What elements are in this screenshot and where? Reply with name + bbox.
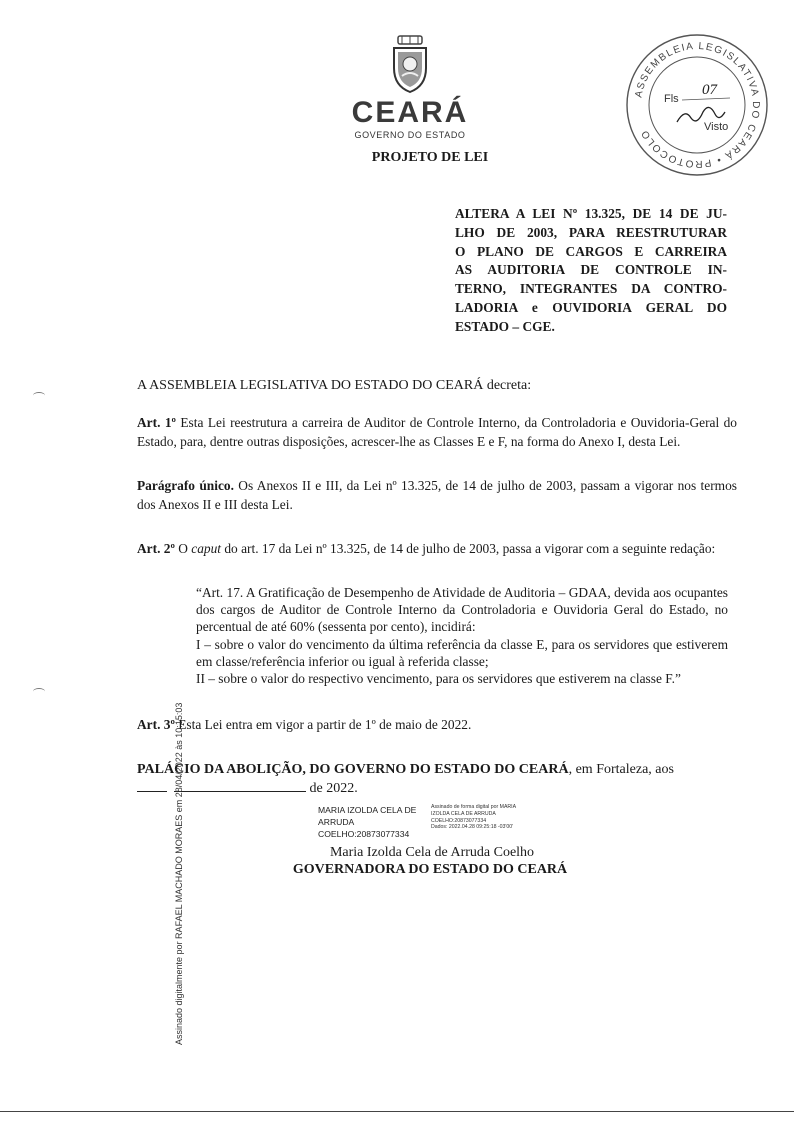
digital-signature-details — [431, 804, 551, 831]
ementa-line: LADORIA e OUVIDORIA GERAL DO — [455, 299, 727, 315]
quote-paragraph: “Art. 17. A Gratificação de Desempenho de Atividade de Auditoria – GDAA, devida aos ocupantes dos cargos de Auditor de Controle Interno da Controladoria e Ouvidoria Geral do Estado, no percentual de até 60% (sessenta por cento), incidirá: — [196, 585, 728, 635]
sole-paragraph-label: Parágrafo único. — [137, 478, 234, 493]
logo-name: CEARÁ — [351, 96, 469, 129]
article-2-text: do art. 17 da Lei nº 13.325, de 14 de julho de 2003, passa a vigorar com a seguinte redação: — [221, 541, 716, 556]
article-3 — [137, 716, 737, 735]
signature-detail-line: Assinado de forma digital por MARIA — [431, 804, 517, 810]
digital-signature-name — [318, 804, 428, 840]
enactment-clause — [137, 378, 737, 394]
ementa-line: AS AUDITORIA DE CONTROLE IN- — [455, 262, 727, 278]
handwritten-signature — [677, 107, 725, 122]
signature-line: ARRUDA — [318, 817, 355, 827]
ementa-line: O PLANO DE CARGOS E CARREIRA — [455, 243, 727, 259]
margin-mark — [33, 688, 45, 695]
signature-detail-line: COELHO:20873077334 — [431, 817, 487, 824]
ementa-line: TERNO, INTEGRANTES DA CONTRO- — [455, 281, 727, 297]
quoted-article-17 — [196, 584, 728, 687]
logo-subtitle: GOVERNO DO ESTADO — [354, 130, 466, 140]
protocol-stamp — [622, 30, 772, 180]
enactment-clause-rest: decreta: — [483, 378, 532, 393]
enactment-clause-bold: A ASSEMBLEIA LEGISLATIVA DO ESTADO DO CEARÁ — [137, 378, 484, 393]
quote-item-i: I – sobre o valor do vencimento da última referência da classe E, para os servidores que estiverem em classe/referência inferior ou igual à referida classe; — [196, 636, 728, 669]
signer-name: Maria Izolda Cela de Arruda Coelho — [329, 845, 535, 860]
month-blank — [174, 779, 306, 792]
article-2-pre: O — [174, 541, 192, 556]
stamp-page-number: 07 — [702, 82, 717, 98]
document-type: PROJETO DE LEI — [371, 150, 489, 165]
quote-item-ii: II – sobre o valor do respectivo vencimento, para os servidores que estiverem na classe F.” — [196, 671, 681, 687]
sole-paragraph — [137, 477, 737, 514]
bottom-rule — [0, 1111, 794, 1112]
stamp-seal-icon — [622, 30, 772, 180]
closing-clause-bold: PALÁCIO DA ABOLIÇÃO, DO GOVERNO DO ESTADO DO CEARÁ — [137, 762, 569, 777]
ementa-line: ESTADO – CGE. — [455, 318, 555, 334]
stamp-visto-label: Visto — [704, 121, 729, 133]
article-2-label: Art. 2º — [137, 541, 175, 556]
article-3-text: Esta Lei entra em vigor a partir de 1º de maio de 2022. — [174, 717, 472, 732]
signature-line: COELHO:20873077334 — [318, 829, 410, 839]
signature-detail-line: IZOLDA CELA DE ARRUDA — [431, 810, 496, 817]
article-1-text: Esta Lei reestrutura a carreira de Auditor de Controle Interno, da Controladoria e Ouvidoria-Geral do Estado, para, dentre outras disposições, acrescer-lhe as Classes E e F, na forma do Anexo I, desta Lei. — [137, 415, 737, 449]
article-2 — [137, 540, 737, 559]
article-1-label: Art. 1º — [137, 415, 176, 430]
ementa-line: LHO DE 2003, PARA REESTRUTURAR — [455, 224, 727, 240]
day-blank — [137, 779, 167, 792]
stamp-ring-text: ASSEMBLEIA LEGISLATIVA DO CEARÁ • PROTOCOLO — [633, 40, 762, 170]
date-suffix: de 2022. — [306, 781, 358, 796]
article-3-label: Art. 3º — [137, 717, 175, 732]
ementa-line: ALTERA A LEI Nº 13.325, DE 14 DE JU- — [455, 206, 727, 221]
svg-text:ASSEMBLEIA LEGISLATIVA DO CEAR — [633, 41, 761, 169]
sole-paragraph-text: Os Anexos II e III, da Lei nº 13.325, de 14 de julho de 2003, passam a vigorar nos termos dos Anexos II e III desta Lei. — [137, 478, 737, 512]
side-signature-note: Assinado digitalmente por RAFAEL MACHADO MORAES em 28/04/2022 às 10:15:03 — [174, 702, 184, 1045]
ementa-block — [455, 205, 727, 337]
closing-clause — [137, 760, 729, 798]
stamp-fls-label: Fls — [664, 93, 679, 105]
coat-of-arms-icon — [388, 34, 432, 94]
state-logo — [335, 34, 485, 140]
closing-clause-rest: , em Fortaleza, aos — [568, 762, 674, 777]
signature-detail-line: Dados: 2022.04.28 09:25:18 -03'00' — [431, 824, 514, 831]
margin-mark — [33, 392, 45, 399]
article-1 — [137, 414, 737, 451]
article-2-caput: caput — [191, 541, 222, 556]
signature-line: MARIA IZOLDA CELA DE — [318, 805, 417, 815]
signer-role: GOVERNADORA DO ESTADO DO CEARÁ — [292, 862, 568, 877]
